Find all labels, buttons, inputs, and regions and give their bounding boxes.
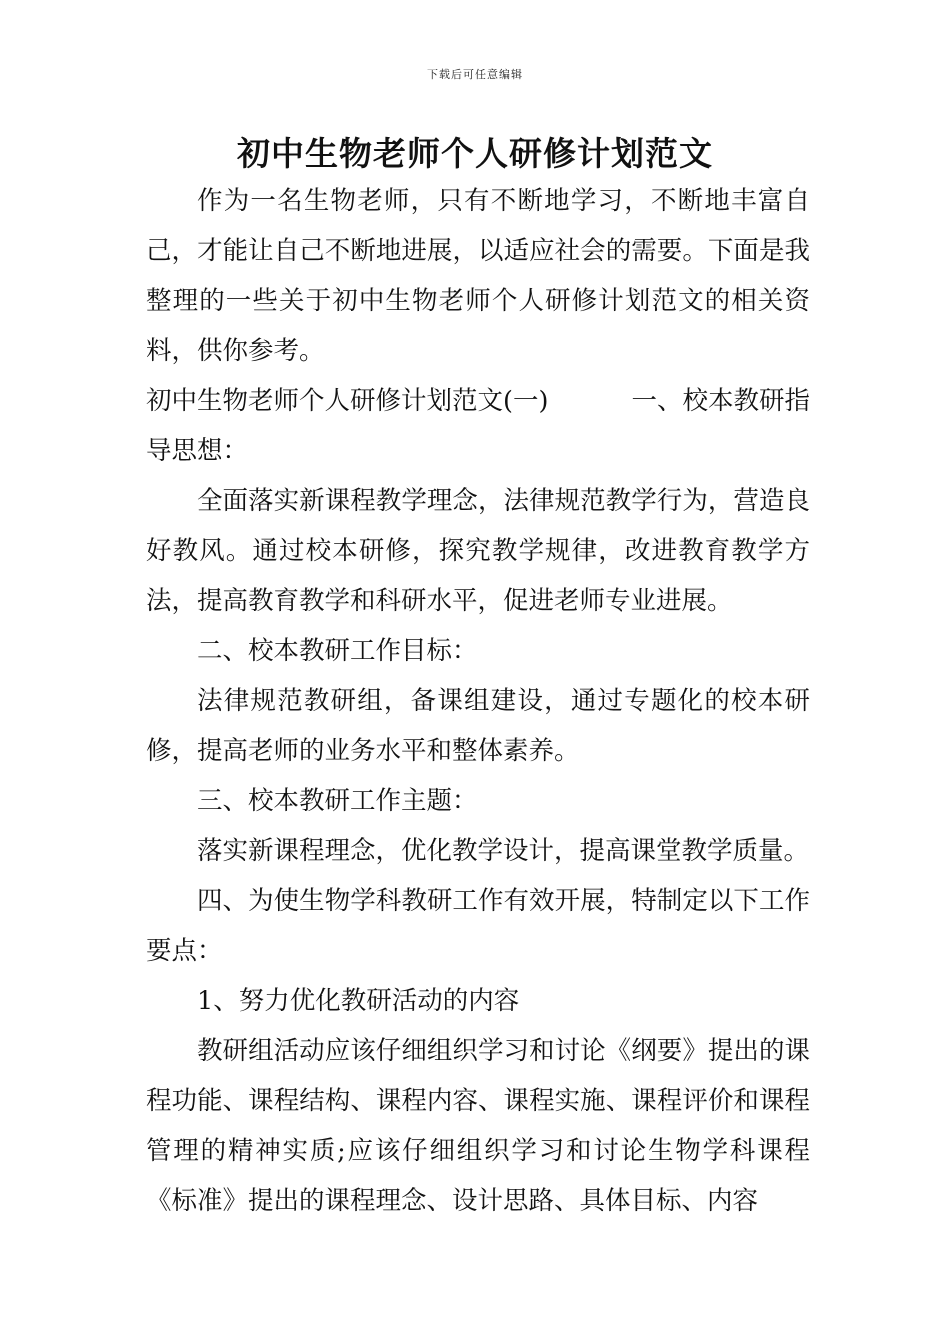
paragraph-2: 法律规范教研组，备课组建设，通过专题化的校本研修，提高老师的业务水平和整体素养。: [146, 686, 810, 766]
heading-1-start: 一、校本教研指: [631, 386, 810, 416]
paragraph-4: 教研组活动应该仔细组织学习和讨论《纲要》提出的课程功能、课程结构、课程内容、课程实施、课程评价和课程管理的精神实质;应该仔细组织学习和讨论生物学科课程《标准》提出的课程理念、设计思路、具体目标、内容: [146, 1036, 810, 1216]
heading-2: 二、校本教研工作目标：: [197, 636, 478, 666]
heading-1-rest: 导思想：: [146, 436, 249, 466]
heading-4: 四、为使生物学科教研工作有效开展，特制定以下工作要点：: [146, 886, 810, 966]
header-note: 下载后可任意编辑: [427, 68, 523, 81]
paragraph-3: 落实新课程理念，优化教学设计，提高课堂教学质量。: [197, 836, 810, 866]
document-title: 初中生物老师个人研修计划范文: [237, 134, 713, 173]
section-title-line: [146, 376, 810, 426]
paragraph-1: 全面落实新课程教学理念，法律规范教学行为，营造良好教风。通过校本研修，探究教学规律，改进教育教学方法，提高教育教学和科研水平，促进老师专业进展。: [146, 486, 810, 616]
intro-paragraph: 作为一名生物老师，只有不断地学习，不断地丰富自己，才能让自己不断地进展，以适应社会的需要。下面是我整理的一些关于初中生物老师个人研修计划范文的相关资料，供你参考。: [146, 186, 810, 366]
list-item-1: 1、努力优化教研活动的内容: [197, 986, 520, 1016]
section-title: 初中生物老师个人研修计划范文(一): [146, 386, 549, 416]
document-body: [146, 176, 810, 1226]
heading-3: 三、校本教研工作主题：: [197, 786, 478, 816]
